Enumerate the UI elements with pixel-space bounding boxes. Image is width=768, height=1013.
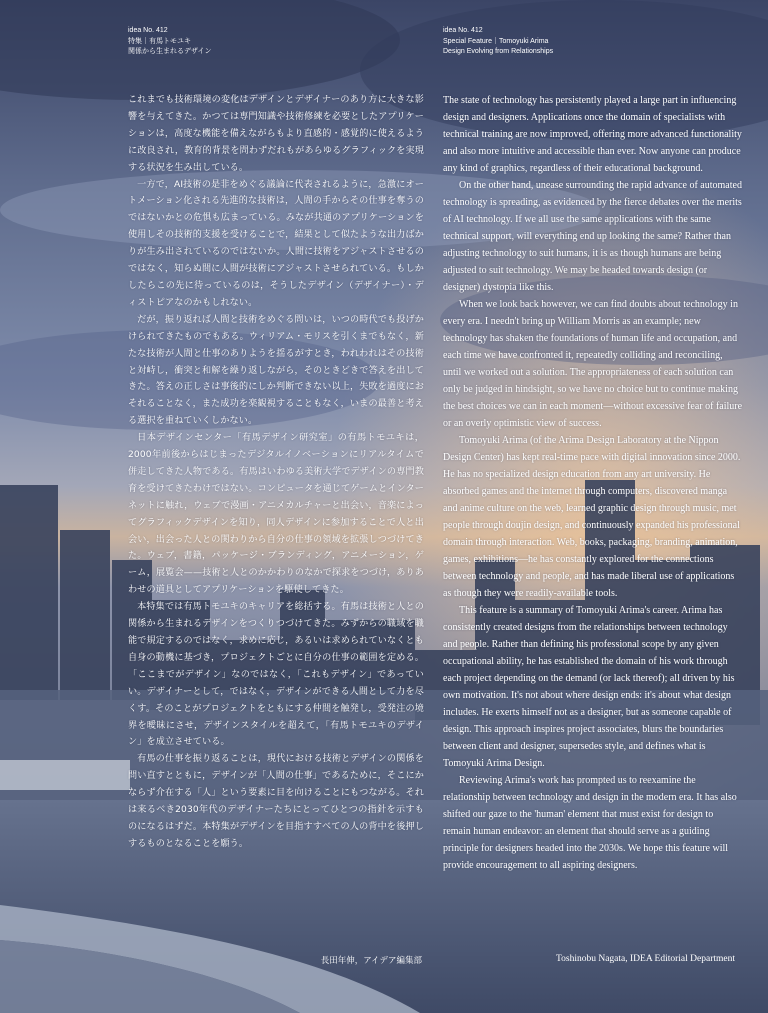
japanese-text-column: [128, 92, 424, 853]
paragraph: 日本デザインセンター「有馬デザイン研究室」の有馬トモユキは，2000年前後からはじまったデジタルイノベーションにリアルタイムで併走してきた人物である。有馬はいわゆる美術大学でデザインの専門教育を受けてきたわけではない。コンピュータを通じてゲームとインターネットに触れ，ウェブで漫画・アニメカルチャーと出会い，音楽によってグラフィックデザインを知り，同人デザインに参加することで人と出会い，出会った人との関わりから自分の仕事の領域を拡張しつづけてきた。ウェブ，書籍，パッケージ・ブランディング，アニメーション，ゲーム，展覧会——技術と人とのかかわりのなかで探求をつづけ，ありあわせの道具としてアプリケーションを駆使してきた。: [128, 433, 424, 596]
signature-japanese: 長田年伸，アイデア編集部: [320, 956, 422, 966]
paragraph: 一方で，AI技術の是非をめぐる議論に代表されるように，急激にオートメーション化される先進的な技術は，人間の手からその仕事を奪うのではないかとの危惧も広まっている。みなが共通のアプリケーションを使用しその技術的支援を受けることで，結果として似たような出力ばかりが生み出されているのではないか。人間に技術をアジャストさせるのではなく，知らぬ間に人間が技術にアジャストさせられている。もしかしたらこの先に待っているのは，そうしたデザイン（デザイナー）・ディストピアなのかもしれない。: [128, 179, 424, 308]
paragraph: 本特集では有馬トモユキのキャリアを総括する。有馬は技術と人との関係から生まれるデザインをつくりつづけてきた。みずからの職域を職能で規定するのではなく，求めに応じ，あるいは求められていなくとも自身の動機に基づき，プロジェクトごとに自分の仕事の範囲を定める。「ここまでがデザイン」なのではなく，「これもデザイン」であっていい。デザイナーとして，ではなく，デザインができる人間として力を尽くす。そのことがプロジェクトをともにする仲間を触発し，受発注の境界を曖昧にさせ，デザインスタイルを超えて，「有馬トモユキのデザイン」を成立させている。: [128, 602, 424, 748]
paragraph: 有馬の仕事を振り返ることは，現代における技術とデザインの関係を問い直すとともに，デザインが「人間の仕事」であるために，そこにかならず介在する「人」という要素に目を向けることにもつながる。それは来るべき2030年代のデザイナーたちにとってひとつの指針を示すものになるはずだ。本特集がデザインを目指すすべての人の背中を後押しするものとなることを願う。: [128, 754, 424, 849]
paragraph: Tomoyuki Arima (of the Arima Design Laboratory at the Nippon Design Center) has kept real-time pace with digital innovation since 2000. He has no specialized design education from any art university. He absorbed games and the internet through computers, discovered manga and anime culture on the web, learned graphic design through music, met people through doujin design, and continuously expanded his professional domain through interaction. Web, books, packaging, branding, animation, games, exhibitions—he has constantly explored for the connections between technology and people, and has made liberal use of applications as though they were readily-available tools.: [443, 435, 741, 599]
issue-number: idea No. 412: [128, 27, 168, 34]
paragraph: だが，振り返れば人間と技術をめぐる問いは，いつの時代でも投げかけられてきたものでもある。ウィリアム・モリスを引くまでもなく，新たな技術が人間と仕事のありようを揺るがすとき，われわれはその技術と対峙し，衝突と和解を繰り返しながら，そのときどきで答えを出してきた。答えの正しさは事後的にしか判断できない以上，失敗を過度におそれることなく，また成功を楽観視することもなく，いまの最善と考える選択を重ねていくしかない。: [128, 314, 424, 427]
paragraph: これまでも技術環境の変化はデザインとデザイナーのあり方に大きな影響を与えてきた。かつては専門知識や技術修練を必要としたアプリケーションは，高度な機能を備えながらもより直感的・感覚的に使えるように改良され，教育的背景を問わずだれもがあらゆるグラフィックを実現する状況を生み出している。: [128, 95, 424, 173]
paragraph: The state of technology has persistently played a large part in influencing design and designers. Applications once the domain of specialists with technical training are now improved, offering more advanced functionality and also more intuitive and accessible than ever. Now anyone can produce any kind of graphics, regardless of their educational background.: [443, 95, 742, 174]
issue-number-en: idea No. 412: [443, 27, 483, 34]
paragraph: On the other hand, unease surrounding the rapid advance of automated technology is spreading, as evidenced by the fierce debates over the merits of AI technology. If we all use the same applications with the same technical support, will everything end up looking the same? Rather than adjusting technology to suit humans, it is as though humans are being adjusted to suit technology. We may be headed towards design (or designer) dystopia like this.: [443, 180, 742, 293]
signature-english: Toshinobu Nagata, IDEA Editorial Department: [556, 954, 735, 964]
english-text-column: [443, 92, 743, 874]
header-left: [128, 26, 212, 58]
header-right: [443, 26, 553, 58]
feature-title-en: Design Evolving from Relationships: [443, 48, 554, 55]
paragraph: Reviewing Arima's work has prompted us to reexamine the relationship between technology and design in the modern era. It has also shifted our gaze to the 'human' element that must exist for design to remain human endeavor: an element that should serve as a guiding principle for designers headed into the 2030s. We hope this feature will provide encouragement to all aspiring designers.: [443, 775, 737, 871]
paragraph: When we look back however, we can find doubts about technology in every era. I needn't bring up William Morris as an example; new technology has shaken the foundations of human life and occupation, and each time we have confronted it, repeatedly colliding and reconciling, until we worked out a solution. The appropriateness of each solution can only be judged in hindsight, so we have no choice but to continue making the best choices we can in each moment—without excessive fear of failure or an overly optimistic view of success.: [443, 299, 743, 429]
feature-title: 関係から生まれるデザイン: [128, 48, 212, 55]
paragraph: This feature is a summary of Tomoyuki Arima's career. Arima has consistently created designs from the relationships between technology and people. Rather than defining his professional scope by any given occupational ability, he has established the domain of his work through each project depending on the demand (or lack thereof); all driven by his own motivation. It's not about where design ends: it's about what design includes. He exerts himself not as a designer, but as someone capable of design. This approach inspires project associates, blurs the boundaries between client and designer, supersedes style, and defines what is Tomoyuki Arima Design.: [443, 605, 735, 769]
feature-label-en: Special Feature｜Tomoyuki Arima: [443, 37, 549, 45]
feature-label: 特集｜有馬トモユキ: [128, 37, 191, 45]
